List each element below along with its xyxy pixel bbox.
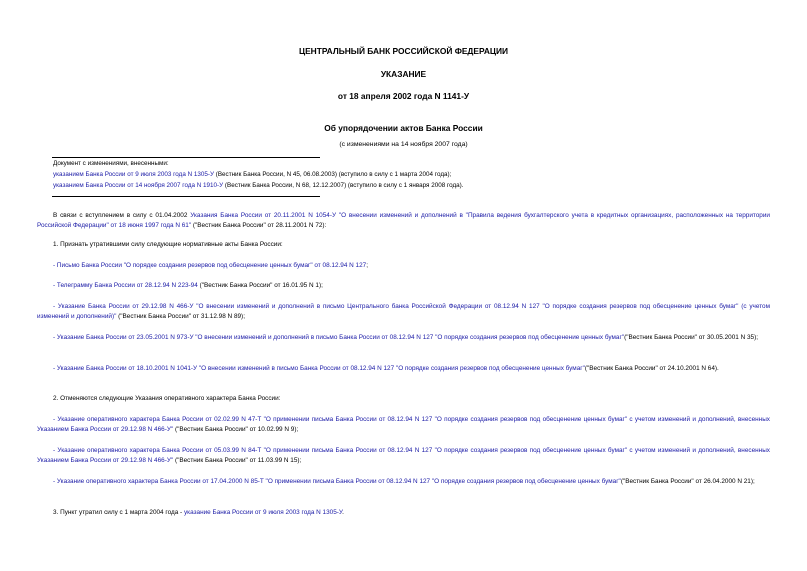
cancelled-link[interactable]: - Указание оперативного характера Банка России от 17.04.2000 N 85-Т "О применении письма Банка России от 08.12.94 N 127 "О порядке создания резервов под обесценение ценных бумаг" [53, 478, 621, 485]
intro-link[interactable]: Указания Банка России от 20.11.2001 N 1054-У "О внесении изменений и дополнений в "Правила ведения бухгалтерского учета в кредитных организациях, расположенных на территории Российской Федерации" от 18 июня 1997 года N 61" [37, 212, 770, 229]
edition-note: (с изменениями на 14 ноября 2007 года) [339, 141, 468, 148]
date-number-heading: от 18 апреля 2002 года N 1141-У [337, 91, 470, 101]
amendments-intro: Документ с изменениями, внесенными: [53, 160, 169, 167]
repealed-item: - Телеграмму Банка России от 28.12.94 N 223-94 ("Вестник Банка России" от 16.01.95 N 1); [53, 282, 323, 289]
intro-paragraph: В связи с вступлением в силу с 01.04.2002 Указания Банка России от 20.11.2001 N 1054-У "О внесении изменений и дополнений в "Правила ведения бухгалтерского учета в кредитных организациях, расположенных на территории Российской Федерации" от 18 июня 1997 года N 61" ("Вестник Банка России" от 28.11.2001 N 72): [37, 212, 770, 229]
document-title: Об упорядочении актов Банка России [324, 123, 483, 133]
section-2-heading: 2. Отменяются следующие Указания оперативного характера Банка России: [53, 395, 281, 402]
section-1-heading: 1. Признать утратившими силу следующие нормативные акты Банка России: [53, 241, 283, 248]
amendments-bottom-divider [52, 196, 320, 197]
repealed-link[interactable]: - Телеграмму Банка России от 28.12.94 N 223-94 [53, 282, 198, 289]
repealed-link[interactable]: - Указание Банка России от 23.05.2001 N 973-У "О внесении изменений и дополнений в письмо Банка России от 08.12.94 N 127 "О порядке создания резервов под обесценение ценных бумаг" [53, 334, 625, 341]
section-3-link[interactable]: указание Банка России от 9 июля 2003 года N 1305-У [183, 509, 343, 516]
doc-type-heading: УКАЗАНИЕ [380, 69, 427, 79]
cancelled-item: - Указание оперативного характера Банка России от 02.02.99 N 47-Т "О применении письма Банка России от 08.12.94 N 127 "О порядке создания резервов под обесценение ценных бумаг" с учетом изменений и дополнений, внесенных Указанием Банка России от 29.12.98 N 466-У" ("Вестник Банка России" от 10.02.99 N 9); [37, 416, 770, 433]
repealed-item: - Указание Банка России от 23.05.2001 N 973-У "О внесении изменений и дополнений в письмо Банка России от 08.12.94 N 127 "О порядке создания резервов под обесценение ценных бумаг"("Вестник Банка России" от 30.05.2001 N 35); [53, 334, 759, 341]
cancelled-item: - Указание оперативного характера Банка России от 17.04.2000 N 85-Т "О применении письма Банка России от 08.12.94 N 127 "О порядке создания резервов под обесценение ценных бумаг"("Вестник Банка России" от 26.04.2000 N 21); [53, 478, 755, 485]
section-3-paragraph: 3. Пункт утратил силу с 1 марта 2004 года - указание Банка России от 9 июля 2003 года N 1305-У. [53, 509, 344, 516]
org-heading: ЦЕНТРАЛЬНЫЙ БАНК РОССИЙСКОЙ ФЕДЕРАЦИИ [298, 46, 509, 56]
cancelled-link[interactable]: - Указание оперативного характера Банка России от 02.02.99 N 47-Т "О применении письма Банка России от 08.12.94 N 127 "О порядке создания резервов под обесценение ценных бумаг" с учетом изменений и дополнений, внесенных Указанием Банка России от 29.12.98 N 466-У" [37, 416, 770, 433]
repealed-item: - Письмо Банка России "О порядке создания резервов под обесценение ценных бумаг" от 08.12.94 N 127; [53, 262, 368, 269]
repealed-item: - Указание Банка России от 29.12.98 N 466-У "О внесении изменений и дополнений в письмо Центрального банка Российской Федерации от 08.12.94 N 127 "О порядке создания резервов под обесценение ценных бумаг" (с учетом изменений и дополнений)" ("Вестник Банка России" от 31.12.98 N 89); [37, 303, 770, 320]
repealed-link[interactable]: - Указание Банка России от 18.10.2001 N 1041-У "О внесении изменений в письмо Банка России от 08.12.94 N 127 "О порядке создания резервов под обесценение ценных бумаг" [53, 365, 585, 372]
amendment-item: указанием Банка России от 14 ноября 2007 года N 1910-У (Вестник Банка России, N 68, 12.12.2007) (вступило в силу с 1 января 2008 года). [53, 182, 464, 189]
amendments-top-divider [52, 157, 320, 158]
repealed-link[interactable]: - Указание Банка России от 29.12.98 N 466-У "О внесении изменений и дополнений в письмо Центрального банка Российской Федерации от 08.12.94 N 127 "О порядке создания резервов под обесценение ценных бумаг" (с учетом изменений и дополнений)" [37, 303, 770, 320]
cancelled-item: - Указание оперативного характера Банка России от 05.03.99 N 84-Т "О применении письма Банка России от 08.12.94 N 127 "О порядке создания резервов под обесценение ценных бумаг" с учетом изменений и дополнений, внесенных Указанием Банка России от 29.12.98 N 466-У" ("Вестник Банка России" от 11.03.99 N 15); [37, 447, 770, 464]
repealed-link[interactable]: - Письмо Банка России "О порядке создания резервов под обесценение ценных бумаг" от 08.12.94 N 127 [53, 262, 367, 269]
cancelled-link[interactable]: - Указание оперативного характера Банка России от 05.03.99 N 84-Т "О применении письма Банка России от 08.12.94 N 127 "О порядке создания резервов под обесценение ценных бумаг" с учетом изменений и дополнений, внесенных Указанием Банка России от 29.12.98 N 466-У" [37, 447, 770, 464]
repealed-item: - Указание Банка России от 18.10.2001 N 1041-У "О внесении изменений в письмо Банка России от 08.12.94 N 127 "О порядке создания резервов под обесценение ценных бумаг"("Вестник Банка России" от 24.10.2001 N 64). [53, 365, 719, 372]
amendment-link[interactable]: указанием Банка России от 14 ноября 2007 года N 1910-У [53, 182, 224, 189]
amendment-item: указанием Банка России от 9 июля 2003 года N 1305-У (Вестник Банка России, N 45, 06.08.2003) (вступило в силу с 1 марта 2004 года); [53, 171, 452, 178]
amendment-link[interactable]: указанием Банка России от 9 июля 2003 года N 1305-У [53, 171, 214, 178]
